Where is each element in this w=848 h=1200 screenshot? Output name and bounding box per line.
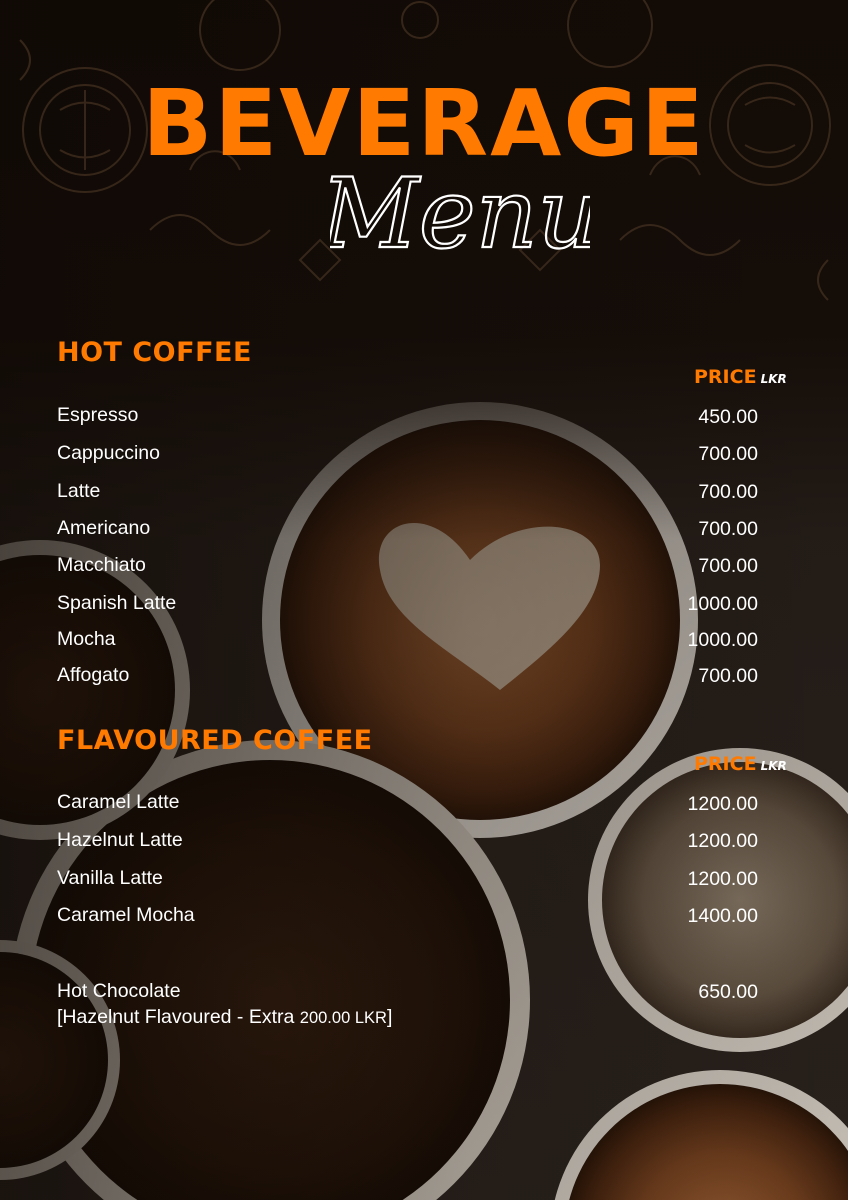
list-item-name: Hazelnut Latte [57,829,183,851]
list-item-name: Mocha [57,628,116,650]
list-item-price: 700.00 [698,443,758,465]
list-item-name: Americano [57,517,151,539]
list-item-name: Spanish Latte [57,592,177,614]
list-item-price: 1200.00 [687,793,758,815]
menu-script-subtitle [330,142,590,302]
price-header-flavoured-coffee: PRICE LKR [694,753,787,775]
list-item-price: 1200.00 [687,868,758,890]
list-item-price: 700.00 [698,555,758,577]
list-item-name: Espresso [57,404,139,426]
list-item-price: 700.00 [698,518,758,540]
list-item-price: 700.00 [698,481,758,503]
hot-chocolate-note: [Hazelnut Flavoured - Extra 200.00 LKR] [57,1006,393,1028]
price-header-hot-coffee: PRICE LKR [694,366,787,388]
list-item-name: Caramel Latte [57,791,180,813]
menu-title: BEVERAGE [142,70,706,177]
section-title-flavoured-coffee: FLAVOURED COFFEE [57,725,373,756]
list-item-name: Affogato [57,664,130,686]
list-item-name: Latte [57,480,101,502]
section-title-hot-coffee: HOT COFFEE [57,337,252,368]
list-item-name: Vanilla Latte [57,867,163,889]
price-unit: LKR [760,759,787,773]
list-item-price: 1200.00 [687,830,758,852]
list-item-price: 700.00 [698,665,758,687]
list-item-name: Caramel Mocha [57,904,195,926]
list-item-name: Macchiato [57,554,146,576]
menu-subtitle: Menu [330,158,590,270]
list-item-name: Cappuccino [57,442,160,464]
list-item-price: 1000.00 [687,629,758,651]
price-unit: LKR [760,372,787,386]
list-item-price: 1400.00 [687,905,758,927]
hot-chocolate-price: 650.00 [698,981,758,1003]
list-item-price: 1000.00 [687,593,758,615]
hot-chocolate-name: Hot Chocolate [57,980,181,1002]
list-item-price: 450.00 [698,406,758,428]
